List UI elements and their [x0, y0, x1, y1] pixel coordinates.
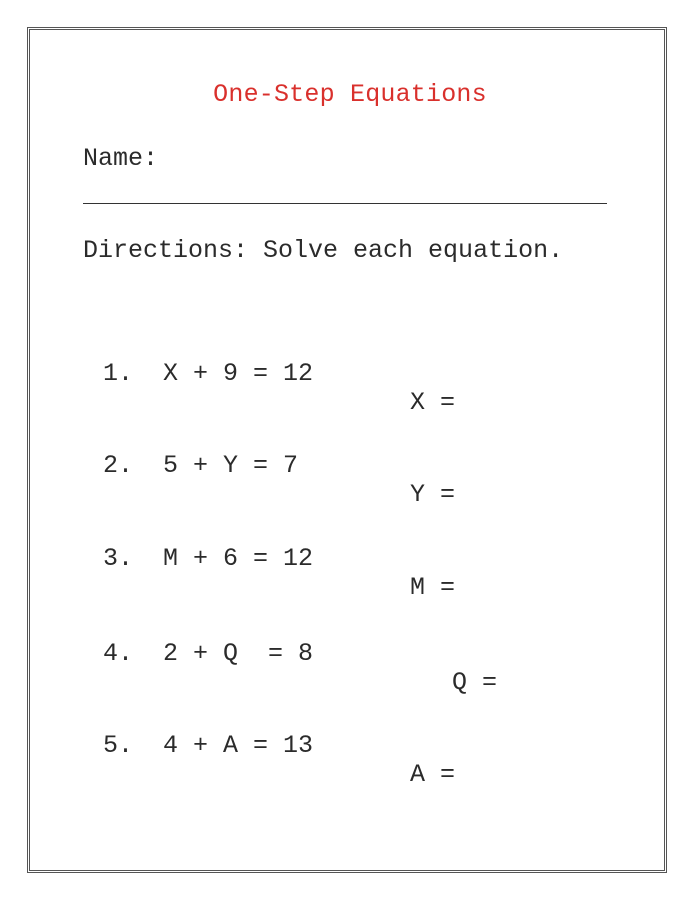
problem-5-equation: 5. 4 + A = 13: [103, 731, 314, 760]
directions-text: Directions: Solve each equation.: [83, 236, 564, 265]
name-label: Name:: [83, 144, 159, 173]
problem-1-answer-label[interactable]: X =: [410, 388, 456, 417]
problem-4: [0, 610, 700, 697]
problem-2-answer-label[interactable]: Y =: [410, 480, 456, 509]
problem-3-equation: 3. M + 6 = 12: [103, 544, 314, 573]
worksheet-title: One-Step Equations: [213, 80, 487, 109]
problem-3-answer-label[interactable]: M =: [410, 573, 456, 602]
problem-5-answer-label[interactable]: A =: [410, 760, 456, 789]
problem-1-equation: 1. X + 9 = 12: [103, 359, 314, 388]
problem-2-equation: 2. 5 + Y = 7: [103, 451, 299, 480]
problem-4-answer-label[interactable]: Q =: [452, 668, 498, 697]
name-answer-line[interactable]: [83, 203, 607, 204]
problem-1: [0, 330, 700, 417]
problem-3: [0, 515, 700, 602]
problem-4-equation: 4. 2 + Q = 8: [103, 639, 314, 668]
problem-5: [0, 702, 700, 789]
problem-2: [0, 422, 700, 509]
